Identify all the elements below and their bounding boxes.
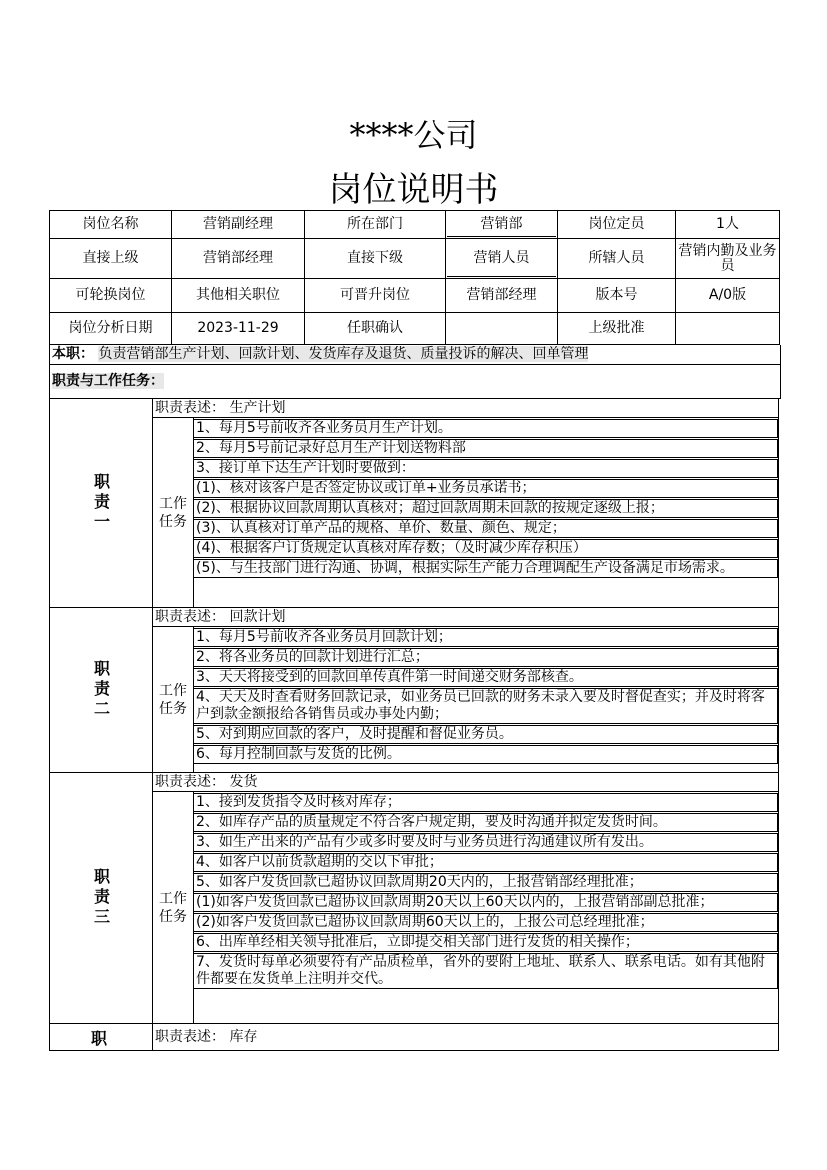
duty-description: 职责表述： 发货 xyxy=(153,773,778,792)
info-label: 所在部门 xyxy=(305,211,446,239)
task-item: 2、每月5号前记录好总月生产计划送物料部 xyxy=(194,439,778,458)
task-item: (4)、根据客户订货规定认真核对库存数；（及时减少库存积压） xyxy=(194,539,778,558)
info-value: 2023-11-29 xyxy=(172,313,305,345)
task-item: (1)、核对该客户是否签定协议或订单+业务员承诺书； xyxy=(194,479,778,498)
info-value: 营销内勤及业务员 xyxy=(676,239,780,279)
info-value: 营销部经理 xyxy=(172,239,305,279)
info-label: 直接下级 xyxy=(305,239,446,279)
duty-label: 职责三 xyxy=(50,773,153,1023)
document-title: 岗位说明书 xyxy=(328,170,499,210)
info-label: 上级批准 xyxy=(558,313,676,345)
info-value xyxy=(676,313,780,345)
duty-label: 职责二 xyxy=(50,608,153,772)
task-item: 4、如客户以前货款超期的交以下审批； xyxy=(194,853,778,872)
info-value: 营销人员 xyxy=(446,239,558,279)
duty-description: 职责表述： 回款计划 xyxy=(153,608,778,627)
info-value: 其他相关职位 xyxy=(172,279,305,313)
task-item: 1、每月5号前收齐各业务员月回款计划； xyxy=(194,628,778,647)
info-label: 岗位分析日期 xyxy=(50,313,172,345)
info-label: 可轮换岗位 xyxy=(50,279,172,313)
info-label: 直接上级 xyxy=(50,239,172,279)
main-duty-label: 本职： xyxy=(52,346,94,362)
duty-block-1 xyxy=(49,399,779,608)
duty-block-2 xyxy=(49,608,779,773)
info-value: 营销部经理 xyxy=(446,279,558,313)
duty-description: 职责表述： 生产计划 xyxy=(153,399,778,418)
task-item: 4、天天及时查看财务回款记录，如业务员已回款的财务未录入要及时督促查实；并及时将客户到款金额报给各销售员或办事处内勤； xyxy=(194,688,778,724)
task-list xyxy=(194,418,778,607)
info-label: 岗位名称 xyxy=(50,211,172,239)
duties-heading: 职责与工作任务： xyxy=(49,365,781,399)
info-value: 营销部 xyxy=(446,211,558,239)
task-item: 2、如库存产品的质量规定不符合客户规定期，要及时沟通并拟定发货时间。 xyxy=(194,813,778,832)
task-list xyxy=(194,792,778,1023)
task-item: 1、每月5号前收齐各业务员月生产计划。 xyxy=(194,419,778,438)
task-item: 1、接到发货指令及时核对库存； xyxy=(194,793,778,812)
task-item: (1)如客户发货回款已超协议回款周期20天以上60天以内的，上报营销部副总批准； xyxy=(194,893,778,912)
duty-description: 职责表述： 库存 xyxy=(155,1029,258,1045)
info-label: 任职确认 xyxy=(305,313,446,345)
main-duty-text: 负责营销部生产计划、回款计划、发货库存及退货、质量投诉的解决、回单管理 xyxy=(98,346,589,362)
duty-block-3 xyxy=(49,773,779,1024)
task-label: 工作任务 xyxy=(153,792,194,1023)
duty-label: 职 xyxy=(50,1024,153,1050)
task-item: 5、如客户发货回款已超协议回款周期20天内的，上报营销部经理批准； xyxy=(194,873,778,892)
main-duty-row xyxy=(49,345,781,365)
info-value: 1人 xyxy=(676,211,780,239)
task-item: 3、如生产出来的产品有少或多时要及时与业务员进行沟通建议所有发出。 xyxy=(194,833,778,852)
task-list xyxy=(194,627,778,772)
task-label: 工作任务 xyxy=(153,418,194,607)
info-value xyxy=(446,313,558,345)
task-item: (3)、认真核对订单产品的规格、单价、数量、颜色、规定； xyxy=(194,519,778,538)
task-item: 6、每月控制回款与发货的比例。 xyxy=(194,745,778,764)
task-item: (5)、与生技部门进行沟通、协调，根据实际生产能力合理调配生产设备满足市场需求。 xyxy=(194,559,778,578)
task-item: (2)、根据协议回款周期认真核对；超过回款周期未回款的按规定逐级上报； xyxy=(194,499,778,518)
task-label: 工作任务 xyxy=(153,627,194,772)
task-item: 7、发货时每单必须要符有产品质检单，省外的要附上地址、联系人、联系电话。如有其他附件都要在发货单上注明并交代。 xyxy=(194,953,778,989)
info-value: A/0版 xyxy=(676,279,780,313)
task-item: 6、出库单经相关领导批准后，立即提交相关部门进行发货的相关操作； xyxy=(194,933,778,952)
duty-label: 职责一 xyxy=(50,399,153,607)
info-label: 所辖人员 xyxy=(558,239,676,279)
duty-block-4 xyxy=(49,1024,779,1051)
job-info-table xyxy=(49,210,780,345)
task-item: 3、天天将接受到的回款回单传真件第一时间递交财务部核查。 xyxy=(194,668,778,687)
info-value: 营销副经理 xyxy=(172,211,305,239)
info-label: 版本号 xyxy=(558,279,676,313)
task-item: 2、将各业务员的回款计划进行汇总； xyxy=(194,648,778,667)
task-item: 5、对到期应回款的客户，及时提醒和督促业务员。 xyxy=(194,725,778,744)
company-name: ****公司 xyxy=(349,116,478,154)
info-label: 岗位定员 xyxy=(558,211,676,239)
info-label: 可晋升岗位 xyxy=(305,279,446,313)
task-item: 3、接订单下达生产计划时要做到： xyxy=(194,459,778,478)
task-item: (2)如客户发货回款已超协议回款周期60天以上的，上报公司总经理批准； xyxy=(194,913,778,932)
